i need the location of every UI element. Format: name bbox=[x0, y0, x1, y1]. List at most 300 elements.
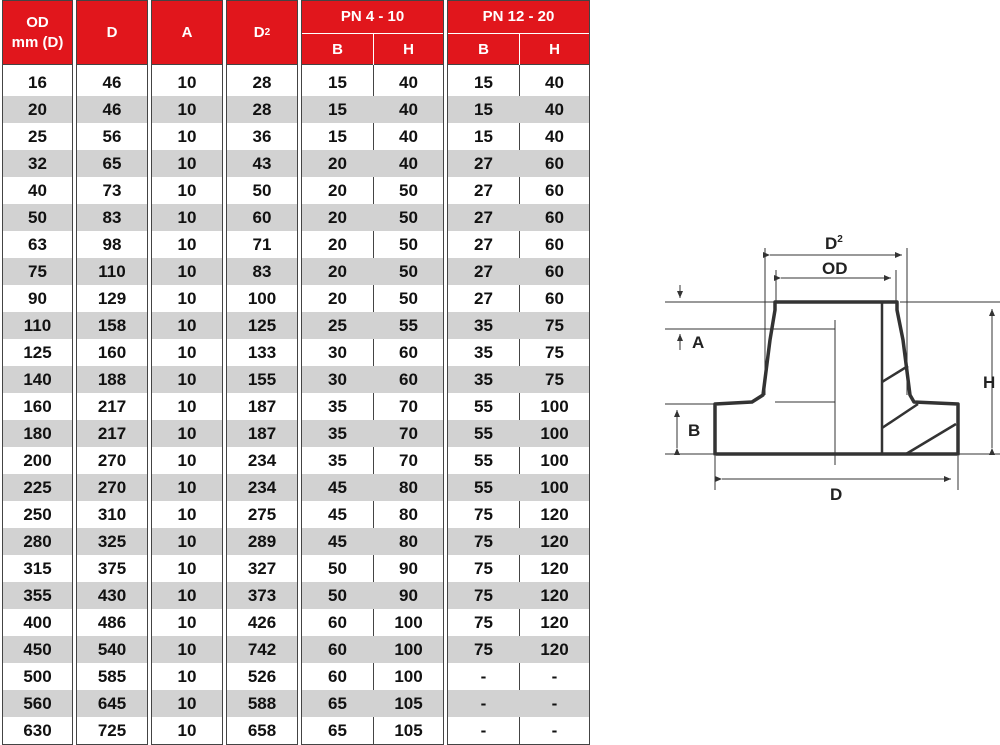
table-cell: 120 bbox=[540, 504, 569, 524]
table-cell: 160 bbox=[23, 396, 52, 416]
flange-diagram bbox=[660, 230, 1000, 510]
table-row bbox=[448, 69, 589, 96]
table-cell: 15 bbox=[474, 72, 493, 92]
diagram-label-d2: $D^2$ bbox=[825, 234, 843, 253]
table-row bbox=[448, 96, 589, 123]
table-cell: 373 bbox=[247, 585, 277, 605]
table-cell: 125 bbox=[247, 315, 277, 335]
table-cell: 50 bbox=[399, 261, 418, 281]
table-cell: 65 bbox=[102, 153, 122, 173]
table-cell: 27 bbox=[474, 288, 493, 308]
table-row bbox=[302, 231, 443, 258]
table-cell: 426 bbox=[247, 612, 277, 632]
table-row bbox=[227, 636, 297, 663]
table-cell: 100 bbox=[540, 477, 569, 497]
table-cell: 10 bbox=[177, 558, 197, 578]
table-row bbox=[152, 339, 222, 366]
table-row bbox=[448, 177, 589, 204]
table-row bbox=[302, 339, 443, 366]
table-row bbox=[302, 609, 443, 636]
table-cell: 43 bbox=[252, 153, 272, 173]
table-cell: 100 bbox=[540, 450, 569, 470]
table-row bbox=[302, 285, 443, 312]
table-row bbox=[302, 447, 443, 474]
table-cell: 50 bbox=[399, 234, 418, 254]
table-row bbox=[448, 231, 589, 258]
table-row bbox=[227, 609, 297, 636]
table-row bbox=[302, 663, 443, 690]
table-row bbox=[302, 96, 443, 123]
table-row bbox=[227, 177, 297, 204]
table-cell: 80 bbox=[399, 504, 418, 524]
table-row bbox=[77, 366, 147, 393]
table-cell: 10 bbox=[177, 126, 197, 146]
table-row bbox=[302, 204, 443, 231]
table-cell: 450 bbox=[23, 639, 52, 659]
table-row bbox=[302, 474, 443, 501]
table-row bbox=[302, 636, 443, 663]
table-row bbox=[3, 123, 72, 150]
diagram-label-h: H bbox=[983, 373, 996, 392]
table-cell: 75 bbox=[474, 558, 493, 578]
table-cell: 70 bbox=[399, 423, 418, 443]
table-row bbox=[448, 366, 589, 393]
table-cell: 46 bbox=[102, 99, 122, 119]
table-row bbox=[302, 258, 443, 285]
header-d-label: D bbox=[106, 24, 118, 41]
table-row bbox=[227, 393, 297, 420]
table-cell: 10 bbox=[177, 153, 197, 173]
table-cell: 110 bbox=[23, 315, 52, 335]
table-row bbox=[227, 231, 297, 258]
table-cell: 588 bbox=[247, 693, 277, 713]
table-cell: 80 bbox=[399, 477, 418, 497]
table-row bbox=[3, 474, 72, 501]
table-cell: 100 bbox=[394, 666, 423, 686]
table-row bbox=[77, 339, 147, 366]
diagram-label-d: D bbox=[830, 485, 843, 504]
table-cell: 45 bbox=[328, 477, 347, 497]
table-row bbox=[152, 582, 222, 609]
table-cell: 658 bbox=[247, 720, 277, 740]
table-row bbox=[152, 150, 222, 177]
table-row bbox=[152, 501, 222, 528]
table-cell: 55 bbox=[474, 450, 493, 470]
table-cell: 140 bbox=[23, 369, 52, 389]
table-cell: 10 bbox=[177, 180, 197, 200]
table-cell: 217 bbox=[97, 396, 127, 416]
table-row bbox=[448, 501, 589, 528]
table-cell: 187 bbox=[247, 396, 277, 416]
table-row bbox=[152, 555, 222, 582]
table-cell: 725 bbox=[97, 720, 127, 740]
table-cell: 27 bbox=[474, 207, 493, 227]
table-row bbox=[448, 393, 589, 420]
table-cell: 10 bbox=[177, 720, 197, 740]
table-cell: 60 bbox=[399, 369, 418, 389]
table-cell: 250 bbox=[23, 504, 52, 524]
table-cell: 15 bbox=[328, 126, 347, 146]
table-row bbox=[77, 312, 147, 339]
table-cell: 105 bbox=[394, 693, 423, 713]
table-row bbox=[227, 690, 297, 717]
table-cell: 10 bbox=[177, 531, 197, 551]
table-cell: 110 bbox=[98, 261, 126, 281]
table-row bbox=[227, 366, 297, 393]
table-row bbox=[152, 474, 222, 501]
table-cell: 486 bbox=[97, 612, 127, 632]
table-row bbox=[152, 258, 222, 285]
table-cell: 270 bbox=[97, 477, 127, 497]
table-cell: 125 bbox=[23, 342, 52, 362]
table-cell: 46 bbox=[102, 72, 122, 92]
table-cell: 35 bbox=[474, 369, 493, 389]
table-cell: 10 bbox=[177, 423, 197, 443]
table-row bbox=[302, 582, 443, 609]
table-cell: 30 bbox=[328, 342, 347, 362]
table-row bbox=[448, 474, 589, 501]
header-a-label: A bbox=[181, 24, 193, 41]
table-row bbox=[77, 501, 147, 528]
table-cell: 25 bbox=[328, 315, 347, 335]
table-cell: 20 bbox=[28, 99, 47, 119]
table-cell: 28 bbox=[252, 99, 272, 119]
table-row bbox=[302, 366, 443, 393]
table-cell: 158 bbox=[97, 315, 127, 335]
table-cell: 289 bbox=[247, 531, 277, 551]
table-cell: 100 bbox=[394, 639, 423, 659]
table-cell: - bbox=[480, 666, 487, 686]
table-row bbox=[77, 474, 147, 501]
table-cell: 10 bbox=[177, 477, 197, 497]
table-cell: 83 bbox=[102, 207, 122, 227]
table-row bbox=[227, 285, 297, 312]
table-cell: 35 bbox=[328, 423, 347, 443]
table-row bbox=[302, 501, 443, 528]
table-cell: 90 bbox=[28, 288, 47, 308]
table-cell: 50 bbox=[399, 207, 418, 227]
table-cell: 27 bbox=[474, 261, 493, 281]
table-row bbox=[77, 555, 147, 582]
header-od-line2: mm (D) bbox=[11, 34, 64, 51]
table-row bbox=[152, 204, 222, 231]
table-row bbox=[3, 663, 72, 690]
table-cell: 430 bbox=[97, 585, 127, 605]
table-cell: 98 bbox=[102, 234, 122, 254]
table-cell: 75 bbox=[474, 531, 493, 551]
table-cell: 155 bbox=[247, 369, 277, 389]
table-cell: 35 bbox=[328, 450, 347, 470]
table-cell: 80 bbox=[399, 531, 418, 551]
table-cell: 15 bbox=[328, 72, 347, 92]
table-cell: 133 bbox=[247, 342, 277, 362]
table-row bbox=[227, 555, 297, 582]
table-row bbox=[227, 501, 297, 528]
table-row bbox=[77, 447, 147, 474]
column-d2 bbox=[226, 0, 298, 745]
table-cell: 560 bbox=[23, 693, 52, 713]
table-cell: 70 bbox=[399, 396, 418, 416]
table-row bbox=[302, 717, 443, 744]
header-d2-label: D bbox=[253, 24, 265, 41]
table-cell: 188 bbox=[97, 369, 127, 389]
table-row bbox=[152, 528, 222, 555]
table-cell: 90 bbox=[399, 585, 418, 605]
table-row bbox=[77, 123, 147, 150]
column-od bbox=[2, 0, 73, 745]
table-row bbox=[448, 285, 589, 312]
table-cell: 100 bbox=[540, 423, 569, 443]
header-pn-12-20 bbox=[448, 1, 589, 65]
table-cell: 100 bbox=[540, 396, 569, 416]
table-row bbox=[227, 339, 297, 366]
table-cell: 270 bbox=[97, 450, 127, 470]
table-row bbox=[3, 582, 72, 609]
table-cell: 20 bbox=[328, 288, 347, 308]
table-cell: 120 bbox=[540, 585, 569, 605]
table-cell: - bbox=[551, 720, 558, 740]
table-cell: 75 bbox=[474, 612, 493, 632]
table-cell: 75 bbox=[474, 585, 493, 605]
table-cell: 27 bbox=[474, 180, 493, 200]
table-cell: 10 bbox=[177, 261, 197, 281]
table-cell: 60 bbox=[545, 207, 564, 227]
table-row bbox=[152, 366, 222, 393]
table-cell: 200 bbox=[23, 450, 52, 470]
table-row bbox=[302, 177, 443, 204]
table-row bbox=[448, 258, 589, 285]
table-cell: 225 bbox=[23, 477, 52, 497]
table-row bbox=[302, 528, 443, 555]
table-cell: 310 bbox=[97, 504, 127, 524]
table-row bbox=[227, 717, 297, 744]
table-row bbox=[77, 285, 147, 312]
table-cell: 40 bbox=[399, 99, 418, 119]
column-d bbox=[76, 0, 148, 745]
header-pn-4-10-label: PN 4 - 10 bbox=[340, 8, 405, 25]
table-row bbox=[448, 312, 589, 339]
table-row bbox=[77, 420, 147, 447]
diagram-label-b: B bbox=[688, 421, 701, 440]
table-cell: 90 bbox=[399, 558, 418, 578]
table-cell: 10 bbox=[177, 450, 197, 470]
table-row bbox=[152, 420, 222, 447]
table-cell: 15 bbox=[474, 126, 493, 146]
header-pn-4-10-b: B bbox=[332, 40, 343, 58]
table-row bbox=[77, 528, 147, 555]
table-cell: 105 bbox=[394, 720, 423, 740]
table-row bbox=[227, 420, 297, 447]
table-row bbox=[448, 339, 589, 366]
table-cell: - bbox=[551, 693, 558, 713]
table-cell: 540 bbox=[97, 639, 127, 659]
table-cell: 10 bbox=[177, 369, 197, 389]
table-cell: 327 bbox=[247, 558, 277, 578]
table-cell: 630 bbox=[23, 720, 52, 740]
table-row bbox=[77, 177, 147, 204]
table-cell: 25 bbox=[28, 126, 47, 146]
table-cell: 55 bbox=[474, 477, 493, 497]
table-cell: 325 bbox=[97, 531, 127, 551]
diagram-label-od: OD bbox=[822, 259, 848, 278]
table-cell: 30 bbox=[328, 369, 347, 389]
table-cell: 28 bbox=[252, 72, 272, 92]
table-cell: 10 bbox=[177, 396, 197, 416]
table-cell: - bbox=[551, 666, 558, 686]
table-row bbox=[3, 69, 72, 96]
table-cell: 187 bbox=[247, 423, 277, 443]
table-cell: 100 bbox=[394, 612, 423, 632]
table-cell: 315 bbox=[23, 558, 52, 578]
table-cell: 10 bbox=[177, 207, 197, 227]
table-row bbox=[3, 204, 72, 231]
table-row bbox=[302, 420, 443, 447]
table-row bbox=[152, 636, 222, 663]
table-row bbox=[152, 609, 222, 636]
table-row bbox=[448, 420, 589, 447]
table-row bbox=[3, 177, 72, 204]
table-cell: 100 bbox=[247, 288, 277, 308]
table-row bbox=[152, 312, 222, 339]
table-cell: 742 bbox=[247, 639, 277, 659]
table-cell: 10 bbox=[177, 72, 197, 92]
table-cell: 60 bbox=[328, 666, 347, 686]
table-cell: 15 bbox=[328, 99, 347, 119]
table-cell: 70 bbox=[399, 450, 418, 470]
table-row bbox=[77, 204, 147, 231]
table-row bbox=[152, 393, 222, 420]
table-row bbox=[77, 150, 147, 177]
table-cell: 36 bbox=[252, 126, 272, 146]
table-cell: 35 bbox=[474, 342, 493, 362]
table-cell: 16 bbox=[28, 72, 47, 92]
table-cell: 71 bbox=[252, 234, 272, 254]
table-row bbox=[3, 150, 72, 177]
table-cell: 120 bbox=[540, 558, 569, 578]
table-row bbox=[302, 69, 443, 96]
table-row bbox=[227, 150, 297, 177]
table-row bbox=[3, 501, 72, 528]
table-row bbox=[227, 96, 297, 123]
diagram-label-a: A bbox=[692, 333, 705, 352]
table-row bbox=[227, 312, 297, 339]
table-row bbox=[448, 528, 589, 555]
table-row bbox=[302, 393, 443, 420]
table-row bbox=[152, 663, 222, 690]
table-cell: 35 bbox=[328, 396, 347, 416]
table-row bbox=[448, 123, 589, 150]
table-cell: 45 bbox=[328, 504, 347, 524]
table-cell: 56 bbox=[102, 126, 122, 146]
table-cell: 55 bbox=[399, 315, 418, 335]
table-row bbox=[3, 96, 72, 123]
table-cell: 20 bbox=[328, 153, 347, 173]
table-row bbox=[77, 663, 147, 690]
table-row bbox=[448, 150, 589, 177]
table-row bbox=[227, 582, 297, 609]
table-row bbox=[3, 717, 72, 744]
header-pn-12-20-h: H bbox=[549, 40, 560, 58]
table-row bbox=[302, 555, 443, 582]
column-a bbox=[151, 0, 223, 745]
table-row bbox=[77, 690, 147, 717]
table-cell: 27 bbox=[474, 234, 493, 254]
table-row bbox=[3, 528, 72, 555]
table-cell: 400 bbox=[23, 612, 52, 632]
header-pn-4-10 bbox=[302, 1, 443, 65]
table-row bbox=[3, 555, 72, 582]
table-row bbox=[302, 123, 443, 150]
table-row bbox=[3, 339, 72, 366]
table-cell: 217 bbox=[97, 423, 127, 443]
table-cell: 120 bbox=[540, 639, 569, 659]
table-row bbox=[152, 231, 222, 258]
group-pn-12-20 bbox=[447, 0, 590, 745]
table-cell: 75 bbox=[474, 639, 493, 659]
table-cell: 60 bbox=[328, 612, 347, 632]
table-row bbox=[302, 690, 443, 717]
table-cell: 10 bbox=[177, 693, 197, 713]
table-cell: 75 bbox=[545, 369, 564, 389]
table-row bbox=[3, 609, 72, 636]
table-cell: 160 bbox=[97, 342, 127, 362]
table-row bbox=[227, 474, 297, 501]
table-row bbox=[77, 231, 147, 258]
table-row bbox=[152, 717, 222, 744]
table-cell: 10 bbox=[177, 342, 197, 362]
table-cell: 83 bbox=[252, 261, 272, 281]
header-od bbox=[3, 1, 72, 65]
table-cell: 60 bbox=[545, 153, 564, 173]
table-row bbox=[3, 447, 72, 474]
table-row bbox=[77, 582, 147, 609]
table-cell: 50 bbox=[399, 180, 418, 200]
table-row bbox=[448, 447, 589, 474]
header-a bbox=[152, 1, 222, 65]
table-cell: - bbox=[480, 693, 487, 713]
table-row bbox=[77, 258, 147, 285]
table-cell: 10 bbox=[177, 288, 197, 308]
table-cell: 60 bbox=[545, 261, 564, 281]
table-row bbox=[227, 663, 297, 690]
table-row bbox=[227, 258, 297, 285]
table-cell: 20 bbox=[328, 207, 347, 227]
table-cell: 645 bbox=[97, 693, 127, 713]
group-pn-4-10 bbox=[301, 0, 444, 745]
table-row bbox=[152, 177, 222, 204]
table-row bbox=[77, 636, 147, 663]
table-cell: 60 bbox=[545, 288, 564, 308]
header-od-line1: OD bbox=[26, 14, 49, 31]
table-cell: 10 bbox=[177, 666, 197, 686]
table-cell: 60 bbox=[545, 234, 564, 254]
table-cell: 50 bbox=[399, 288, 418, 308]
table-cell: 50 bbox=[28, 207, 47, 227]
table-cell: 234 bbox=[247, 477, 277, 497]
table-cell: 50 bbox=[252, 180, 272, 200]
table-row bbox=[152, 690, 222, 717]
table-row bbox=[3, 393, 72, 420]
table-row bbox=[77, 96, 147, 123]
table-cell: 63 bbox=[28, 234, 47, 254]
table-cell: 10 bbox=[177, 612, 197, 632]
table-cell: 75 bbox=[28, 261, 47, 281]
table-cell: 275 bbox=[247, 504, 277, 524]
table-row bbox=[77, 717, 147, 744]
table-row bbox=[152, 285, 222, 312]
table-cell: 129 bbox=[97, 288, 127, 308]
table-cell: 40 bbox=[399, 126, 418, 146]
